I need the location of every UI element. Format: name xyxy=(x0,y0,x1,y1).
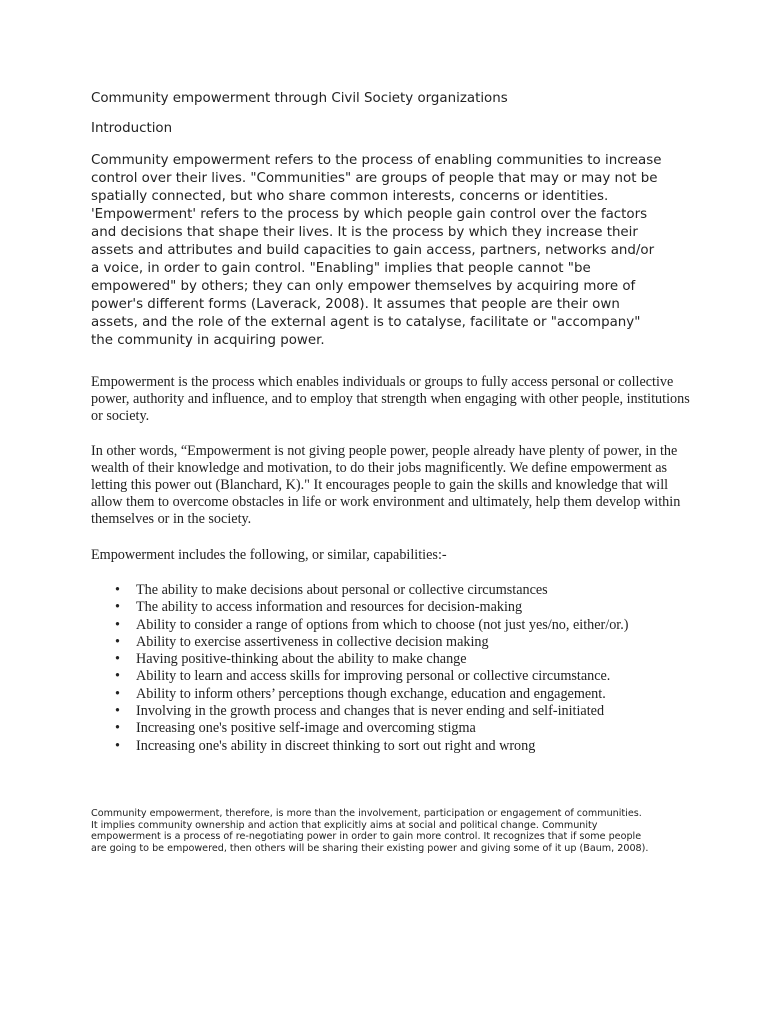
bullet-icon: • xyxy=(115,737,120,754)
introduction-paragraph: Community empowerment refers to the process of enabling communities to increase control over their lives. "Communities" are groups of people that may or may not be spatially connected, but who share common interests, concerns or identities. 'Empowerment' refers to the process by which people gain control over the factors and decisions that shape their lives. It is the process by which they increase their assets and attributes and build capacities to gain access, partners, networks and/or a voice, in order to gain control. "Enabling" implies that people cannot "be empowered" by others; they can only empower themselves by acquiring more of power's different forms (Laverack, 2008). It assumes that people are their own assets, and the role of the external agent is to catalyse, facilitate or "accompany" the community in acquiring power. xyxy=(91,153,662,348)
list-item xyxy=(91,617,691,634)
list-item-text: The ability to access information and resources for decision-making xyxy=(136,599,523,616)
introduction-heading: Introduction xyxy=(91,121,173,136)
list-item xyxy=(91,703,691,720)
capabilities-lead-text: Empowerment includes the following, or similar, capabilities:- xyxy=(91,547,447,563)
capabilities-list xyxy=(91,582,691,755)
list-item-text: The ability to make decisions about personal or collective circumstances xyxy=(136,582,548,598)
bullet-icon: • xyxy=(115,720,120,737)
bullet-icon: • xyxy=(115,668,120,685)
bullet-icon: • xyxy=(115,599,120,616)
list-item xyxy=(91,668,691,685)
bullet-icon: • xyxy=(115,616,120,633)
list-item xyxy=(91,582,691,599)
list-item-text: Increasing one's ability in discreet thinking to sort out right and wrong xyxy=(136,737,536,754)
list-item xyxy=(91,738,691,755)
bullet-icon: • xyxy=(115,703,120,720)
list-item xyxy=(91,686,691,703)
list-item-text: Involving in the growth process and changes that is never ending and self-initiated xyxy=(136,703,605,720)
bullet-icon: • xyxy=(115,633,120,650)
list-item-text: Increasing one's positive self-image and overcoming stigma xyxy=(136,720,476,737)
closing-paragraph: Community empowerment, therefore, is more than the involvement, participation or engagement of communities. It implies community ownership and action that explicitly aims at social and political change. Community empowerment is a process of re-negotiating power in order to gain more control. It recognizes that if some people are going to be empowered, then others will be sharing their existing power and giving some of it up (Baum, 2008). xyxy=(91,808,649,854)
list-item-text: Ability to exercise assertiveness in collective decision making xyxy=(136,633,489,650)
list-item-text: Ability to consider a range of options from which to choose (not just yes/no, either/or.) xyxy=(136,616,629,633)
other-words-paragraph: In other words, “Empowerment is not giving people power, people already have plenty of power, in the wealth of their knowledge and motivation, to do their jobs magnificently. We define empowerment as letting this power out (Blanchard, K)." It encourages people to gain the skills and knowledge that will allow them to overcome obstacles in life or work environment and ultimately, help them develop within themselves or in the society. xyxy=(91,443,681,527)
list-item xyxy=(91,599,691,616)
list-item-text: Having positive-thinking about the ability to make change xyxy=(136,651,467,668)
empowerment-definition-paragraph: Empowerment is the process which enables individuals or groups to fully access personal or collective power, authority and influence, and to employ that strength when engaging with other people, institutions or society. xyxy=(91,374,690,424)
list-item-text: Ability to inform others’ perceptions though exchange, education and engagement. xyxy=(136,685,606,702)
bullet-icon: • xyxy=(115,582,120,598)
list-item xyxy=(91,634,691,651)
list-item xyxy=(91,720,691,737)
bullet-icon: • xyxy=(115,685,120,702)
bullet-icon: • xyxy=(115,651,120,668)
list-item xyxy=(91,651,691,668)
list-item-text: Ability to learn and access skills for improving personal or collective circumstance. xyxy=(136,668,611,685)
document-title: Community empowerment through Civil Society organizations xyxy=(91,91,508,106)
